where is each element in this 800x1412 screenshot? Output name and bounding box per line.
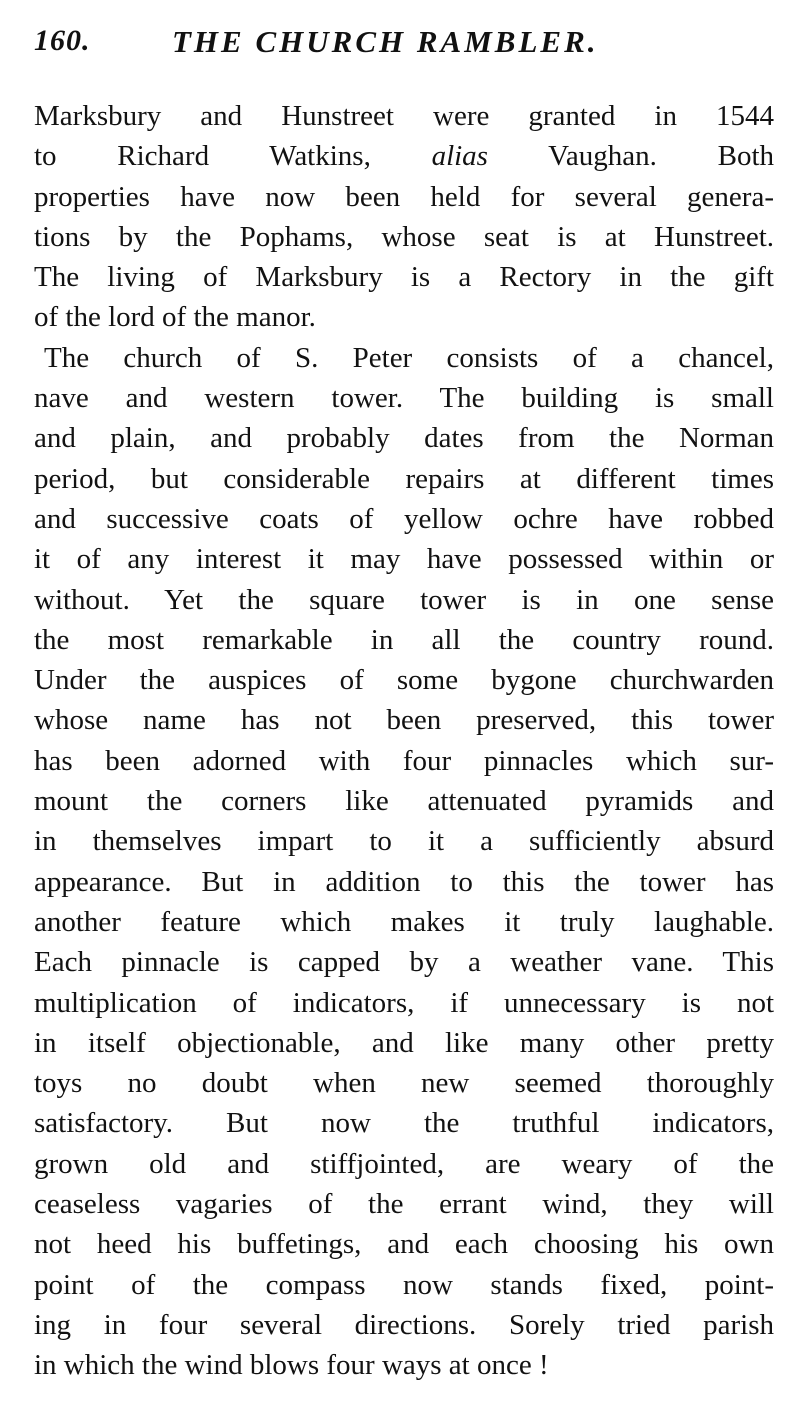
text-fragment: to Richard Watkins, bbox=[34, 140, 432, 173]
text-line: the most remarkable in all the country round. bbox=[34, 623, 774, 656]
text-line bbox=[34, 136, 774, 176]
text-line: it of any interest it may have possessed within or bbox=[34, 543, 774, 576]
text-line: The church of S. Peter consists of a chancel, bbox=[44, 341, 774, 374]
text-line: Under the auspices of some bygone churchwarden bbox=[34, 664, 774, 697]
text-line: toys no doubt when new seemed thoroughly bbox=[34, 1067, 774, 1100]
text-line: without. Yet the square tower is in one sense bbox=[34, 583, 774, 616]
text-line: multiplication of indicators, if unnecessary is not bbox=[34, 986, 774, 1019]
text-line: has been adorned with four pinnacles which sur- bbox=[34, 744, 774, 777]
text-line: satisfactory. But now the truthful indicators, bbox=[34, 1107, 774, 1140]
text-line: point of the compass now stands fixed, point- bbox=[34, 1268, 774, 1301]
text-line: not heed his buffetings, and each choosing his own bbox=[34, 1228, 774, 1261]
page-header bbox=[34, 18, 774, 74]
text-line: in themselves impart to it a sufficiently absurd bbox=[34, 825, 774, 858]
text-line: Each pinnacle is capped by a weather vane. This bbox=[34, 946, 774, 979]
text-line: and successive coats of yellow ochre have robbed bbox=[34, 502, 774, 535]
text-line: nave and western tower. The building is small bbox=[34, 382, 774, 415]
text-fragment: Vaughan. Both bbox=[487, 140, 774, 173]
text-line: Marksbury and Hunstreet were granted in 1544 bbox=[34, 100, 774, 132]
text-line: in itself objectionable, and like many other pretty bbox=[34, 1026, 774, 1059]
text-line: another feature which makes it truly laughable. bbox=[34, 905, 774, 938]
page-number: 160. bbox=[34, 24, 91, 57]
running-title: THE CHURCH RAMBLER. bbox=[172, 24, 599, 59]
text-line: period, but considerable repairs at different times bbox=[34, 462, 774, 495]
text-line: grown old and stiffjointed, are weary of the bbox=[34, 1147, 774, 1180]
text-line: in which the wind blows four ways at once ! bbox=[34, 1349, 549, 1382]
text-line: The living of Marksbury is a Rectory in the gift bbox=[34, 261, 774, 294]
text-line: ceaseless vagaries of the errant wind, they will bbox=[34, 1188, 774, 1221]
text-line: tions by the Pophams, whose seat is at Hunstreet. bbox=[34, 220, 774, 253]
text-line: of the lord of the manor. bbox=[34, 301, 316, 334]
text-line: ing in four several directions. Sorely tried parish bbox=[34, 1308, 774, 1341]
body-text bbox=[34, 96, 774, 1396]
text-line: appearance. But in addition to this the tower has bbox=[34, 865, 774, 898]
text-line: whose name has not been preserved, this tower bbox=[34, 704, 774, 737]
text-line: and plain, and probably dates from the Norman bbox=[34, 422, 774, 455]
italic-word: alias bbox=[431, 140, 488, 173]
text-line: mount the corners like attenuated pyramids and bbox=[34, 785, 774, 818]
text-line: properties have now been held for several genera- bbox=[34, 180, 774, 213]
